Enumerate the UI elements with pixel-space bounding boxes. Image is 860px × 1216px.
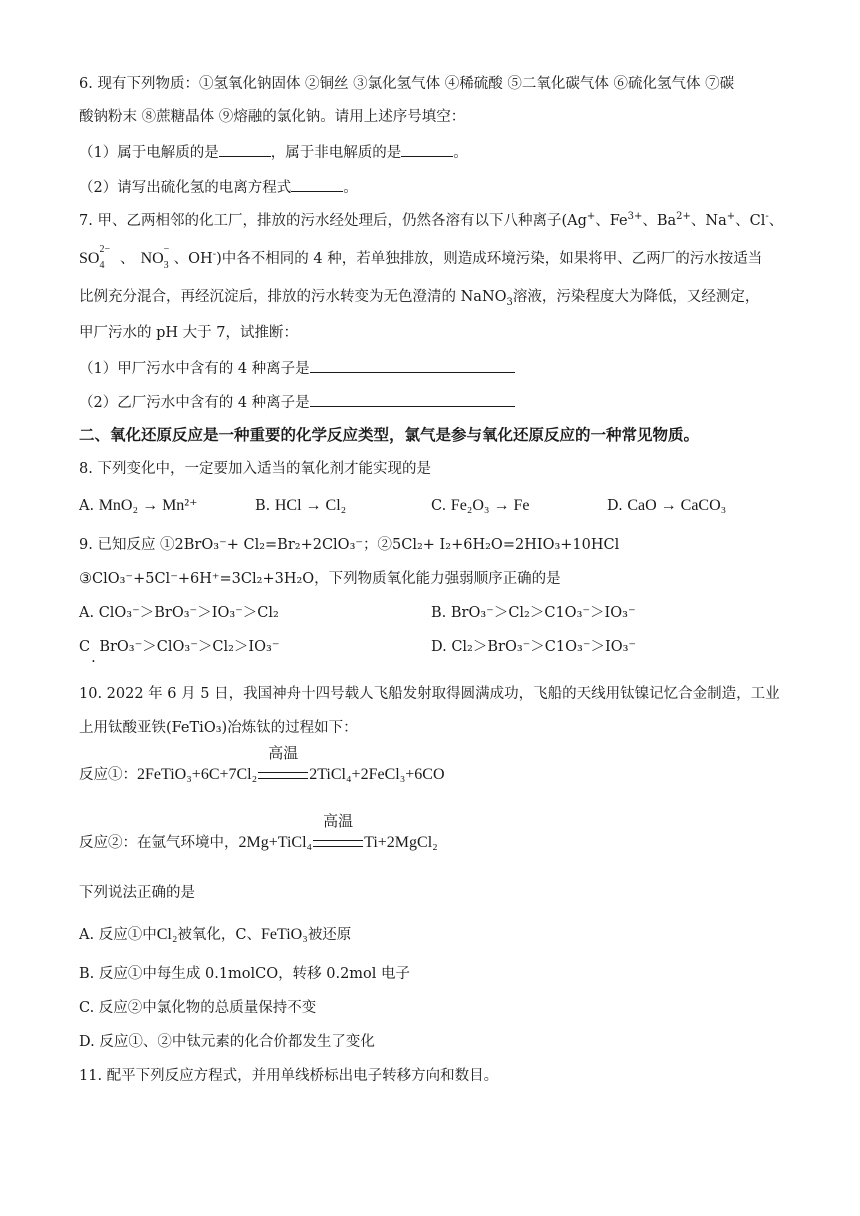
q10-reaction-1: 反应①：2FeTiO₃+6C+7Cl₂ 高温 2TiCl₄+2FeCl₃+6CO	[79, 744, 445, 783]
q11-stem: 11. 配平下列反应方程式，并用单线桥标出电子转移方向和数目。	[79, 1068, 499, 1084]
answer-blank[interactable]	[401, 142, 453, 157]
q10-option-a[interactable]: A. 反应①中Cl₂被氧化，C、FeTiO₃被还原	[79, 926, 352, 943]
q10-line1: 10. 2022 年 6 月 5 日，我国神舟十四号载人飞船发射取得圆满成功，飞船的天线用钛镍记忆合金制造，工业	[79, 686, 780, 702]
q6-line1: 6. 现有下列物质：①氢氧化钠固体 ②铜丝 ③氯化氢气体 ④稀硫酸 ⑤二氧化碳气体 ⑥硫化氢气体 ⑦碳	[79, 76, 735, 92]
answer-blank[interactable]	[291, 177, 343, 192]
q8-option-c[interactable]: C. Fe₂O₃ → Fe	[431, 497, 530, 514]
q7-line4: 甲厂污水的 pH 大于 7，试推断：	[79, 325, 298, 341]
q9-line1: 9. 已知反应 ①2BrO₃⁻+ Cl₂=Br₂+2ClO₃⁻；②5Cl₂+ I₂+6H₂O=2HIO₃+10HCl	[79, 537, 620, 553]
answer-blank[interactable]	[310, 358, 515, 373]
q9-option-c[interactable]: C . BrO₃⁻＞ClO₃⁻＞Cl₂＞IO₃⁻	[79, 639, 280, 666]
q7-sub1: （1）甲厂污水中含有的 4 种离子是	[79, 358, 515, 379]
q7-sub2: （2）乙厂污水中含有的 4 种离子是	[79, 392, 515, 413]
q10-reaction-2: 反应②：在氩气环境中，2Mg+TiCl₄ 高温 Ti+2MgCl₂	[79, 812, 438, 851]
q9-option-a[interactable]: A. ClO₃⁻＞BrO₃⁻＞IO₃⁻＞Cl₂	[79, 605, 279, 621]
q10-option-b[interactable]: B. 反应①中每生成 0.1molCO，转移 0.2mol 电子	[79, 966, 411, 982]
q6-line2: 酸钠粉末 ⑧蔗糖晶体 ⑨熔融的氯化钠。请用上述序号填空：	[79, 109, 466, 125]
q7-line1: 7. 甲、乙两相邻的化工厂，排放的污水经处理后，仍然各溶有以下八种离子(Ag+、$Fe^{3+}$、$Ba^{2+}$、Na+、Cl-、	[79, 211, 784, 229]
q7-line3: 比例充分混合，再经沉淀后，排放的污水转变为无色澄清的 NaNO$_3$溶液，污染程度大为降低，又经测定，	[79, 289, 760, 308]
q8-stem: 8. 下列变化中，一定要加入适当的氧化剂才能实现的是	[79, 461, 431, 477]
condition-equals: 高温	[312, 833, 364, 853]
q9-line2: ③ClO₃⁻+5Cl⁻+6H⁺=3Cl₂+3H₂O，下列物质氧化能力强弱顺序正确的是	[79, 571, 561, 587]
q6-sub2: （2）请写出硫化氢的电离方程式 。	[79, 177, 358, 198]
q10-option-d[interactable]: D. 反应①、②中钛元素的化合价都发生了变化	[79, 1034, 375, 1050]
condition-equals: 高温	[257, 765, 309, 785]
q7-line2: SO 2− 4 、 NO − 3 、OH-)中各不相同的 4 种，若单独排放，则造成环境污染，如果将甲、乙两厂的污水按适当	[79, 244, 763, 271]
answer-blank[interactable]	[310, 392, 515, 407]
q9-option-d[interactable]: D. Cl₂＞BrO₃⁻＞C1O₃⁻＞IO₃⁻	[431, 639, 637, 655]
sulfate-ion: SO 2− 4	[79, 244, 111, 271]
q8-option-a[interactable]: A. MnO₂ → Mn²⁺	[79, 497, 198, 514]
nitrate-ion: NO − 3	[140, 244, 170, 271]
q10-option-c[interactable]: C. 反应②中氯化物的总质量保持不变	[79, 1000, 317, 1016]
answer-blank[interactable]	[219, 142, 271, 157]
q8-option-d[interactable]: D. CaO → CaCO₃	[607, 497, 727, 514]
q6-sub1: （1）属于电解质的是 ，属于非电解质的是 。	[79, 142, 468, 163]
section-heading: 二、氧化还原反应是一种重要的化学反应类型，氯气是参与氧化还原反应的一种常见物质。	[79, 425, 700, 444]
q10-line2: 上用钛酸亚铁(FeTiO₃)冶炼钛的过程如下：	[79, 720, 358, 736]
q8-option-b[interactable]: B. HCl → Cl₂	[255, 497, 347, 514]
q9-option-b[interactable]: B. BrO₃⁻＞Cl₂＞C1O₃⁻＞IO₃⁻	[431, 605, 636, 621]
q10-ask: 下列说法正确的是	[79, 885, 195, 901]
